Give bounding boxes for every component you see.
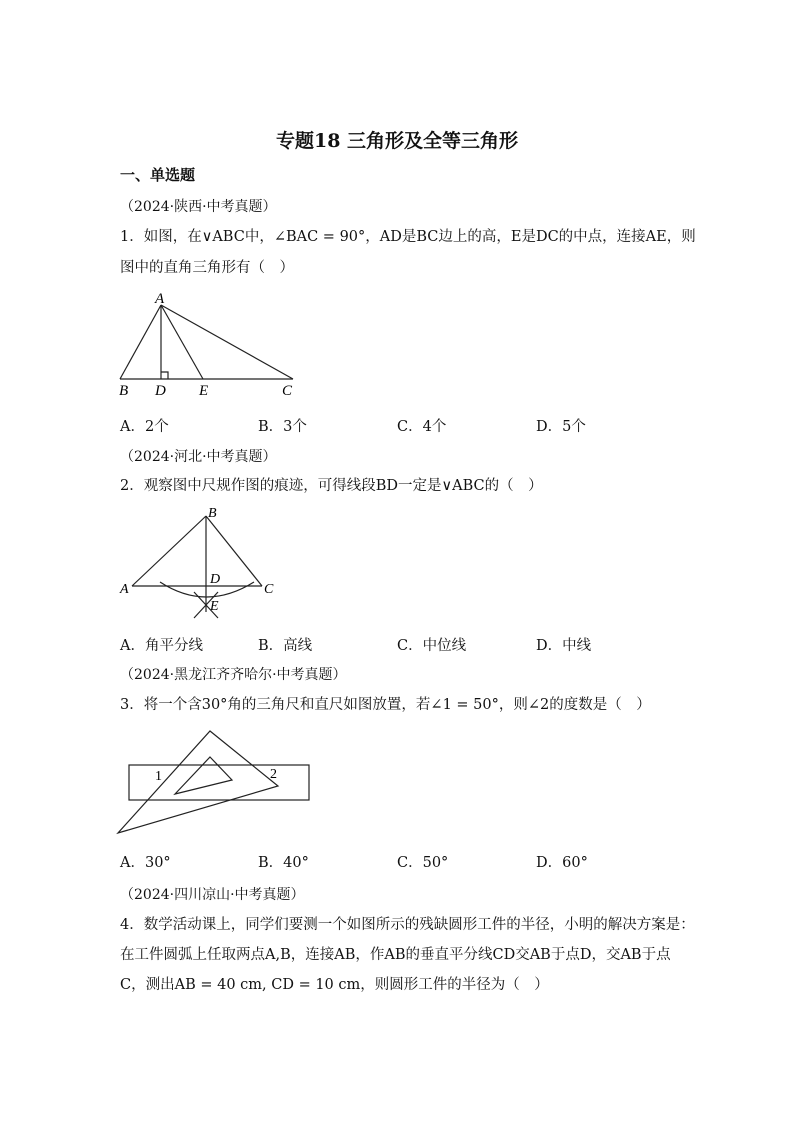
- question-2-option-a: A．角平分线: [120, 638, 203, 654]
- question-1-figure: [110, 288, 310, 403]
- triangle-ruler-outer: [118, 731, 278, 833]
- segment-ab: [120, 305, 161, 379]
- label-e: E: [210, 599, 219, 614]
- angle-1-label: 1: [155, 769, 162, 784]
- label-b: B: [208, 506, 217, 521]
- question-3-option-b: B．40°: [258, 855, 309, 871]
- question-1-option-b: B．3个: [258, 419, 307, 435]
- question-1-option-c: C．4个: [397, 419, 447, 435]
- label-b: B: [119, 383, 129, 399]
- question-1-text-line2: 图中的直角三角形有（ ）: [120, 260, 294, 276]
- question-3-source: （2024·黑龙江齐齐哈尔·中考真题）: [120, 667, 347, 683]
- label-c: C: [282, 383, 293, 399]
- label-a: A: [120, 582, 129, 597]
- question-3-figure: [110, 722, 320, 842]
- triangle-ruler-inner: [175, 757, 232, 794]
- question-2-option-b: B．高线: [258, 638, 313, 654]
- question-4-text-line1: 4．数学活动课上，同学们要测一个如图所示的残缺圆形工件的半径，小明的解决方案是：: [120, 917, 695, 933]
- label-d: D: [155, 383, 166, 399]
- question-2-option-c: C．中位线: [397, 638, 467, 654]
- question-2-option-d: D．中线: [536, 638, 592, 654]
- segment-ac: [161, 305, 293, 379]
- angle-2-label: 2: [270, 767, 277, 782]
- question-1-option-a: A．2个: [120, 419, 169, 435]
- arc-lower: [160, 582, 254, 597]
- section-heading: 一、单选题: [120, 166, 196, 184]
- label-a: A: [155, 291, 165, 307]
- segment-ab: [132, 516, 206, 586]
- question-4-text-line2: 在工件圆弧上任取两点A,B，连接AB，作AB的垂直平分线CD交AB于点D，交AB于点: [120, 947, 671, 963]
- question-1-option-d: D．5个: [536, 419, 586, 435]
- question-4-text-line3: C，测出AB = 40 cm, CD = 10 cm，则圆形工件的半径为（ ）: [120, 977, 549, 993]
- label-e: E: [199, 383, 209, 399]
- right-angle-mark: [161, 372, 168, 379]
- question-3-option-c: C．50°: [397, 855, 449, 871]
- question-3-option-d: D．60°: [536, 855, 588, 871]
- question-1-source: （2024·陕西·中考真题）: [120, 199, 277, 215]
- question-4-source: （2024·四川凉山·中考真题）: [120, 887, 305, 903]
- label-d: D: [210, 572, 221, 587]
- label-c: C: [264, 582, 274, 597]
- question-1-text-line1: 1．如图，在∨ABC中，∠BAC = 90°，AD是BC边上的高，E是DC的中点，连接AE，则: [120, 229, 696, 245]
- question-2-figure: [110, 500, 290, 620]
- question-3-option-a: A．30°: [120, 855, 171, 871]
- question-2-text-line1: 2．观察图中尺规作图的痕迹，可得线段BD一定是∨ABC的（ ）: [120, 478, 543, 494]
- question-3-text-line1: 3．将一个含30°角的三角尺和直尺如图放置，若∠1 = 50°，则∠2的度数是（ ）: [120, 697, 651, 713]
- page-title: 专题18 三角形及全等三角形: [275, 130, 519, 152]
- question-2-source: （2024·河北·中考真题）: [120, 449, 277, 465]
